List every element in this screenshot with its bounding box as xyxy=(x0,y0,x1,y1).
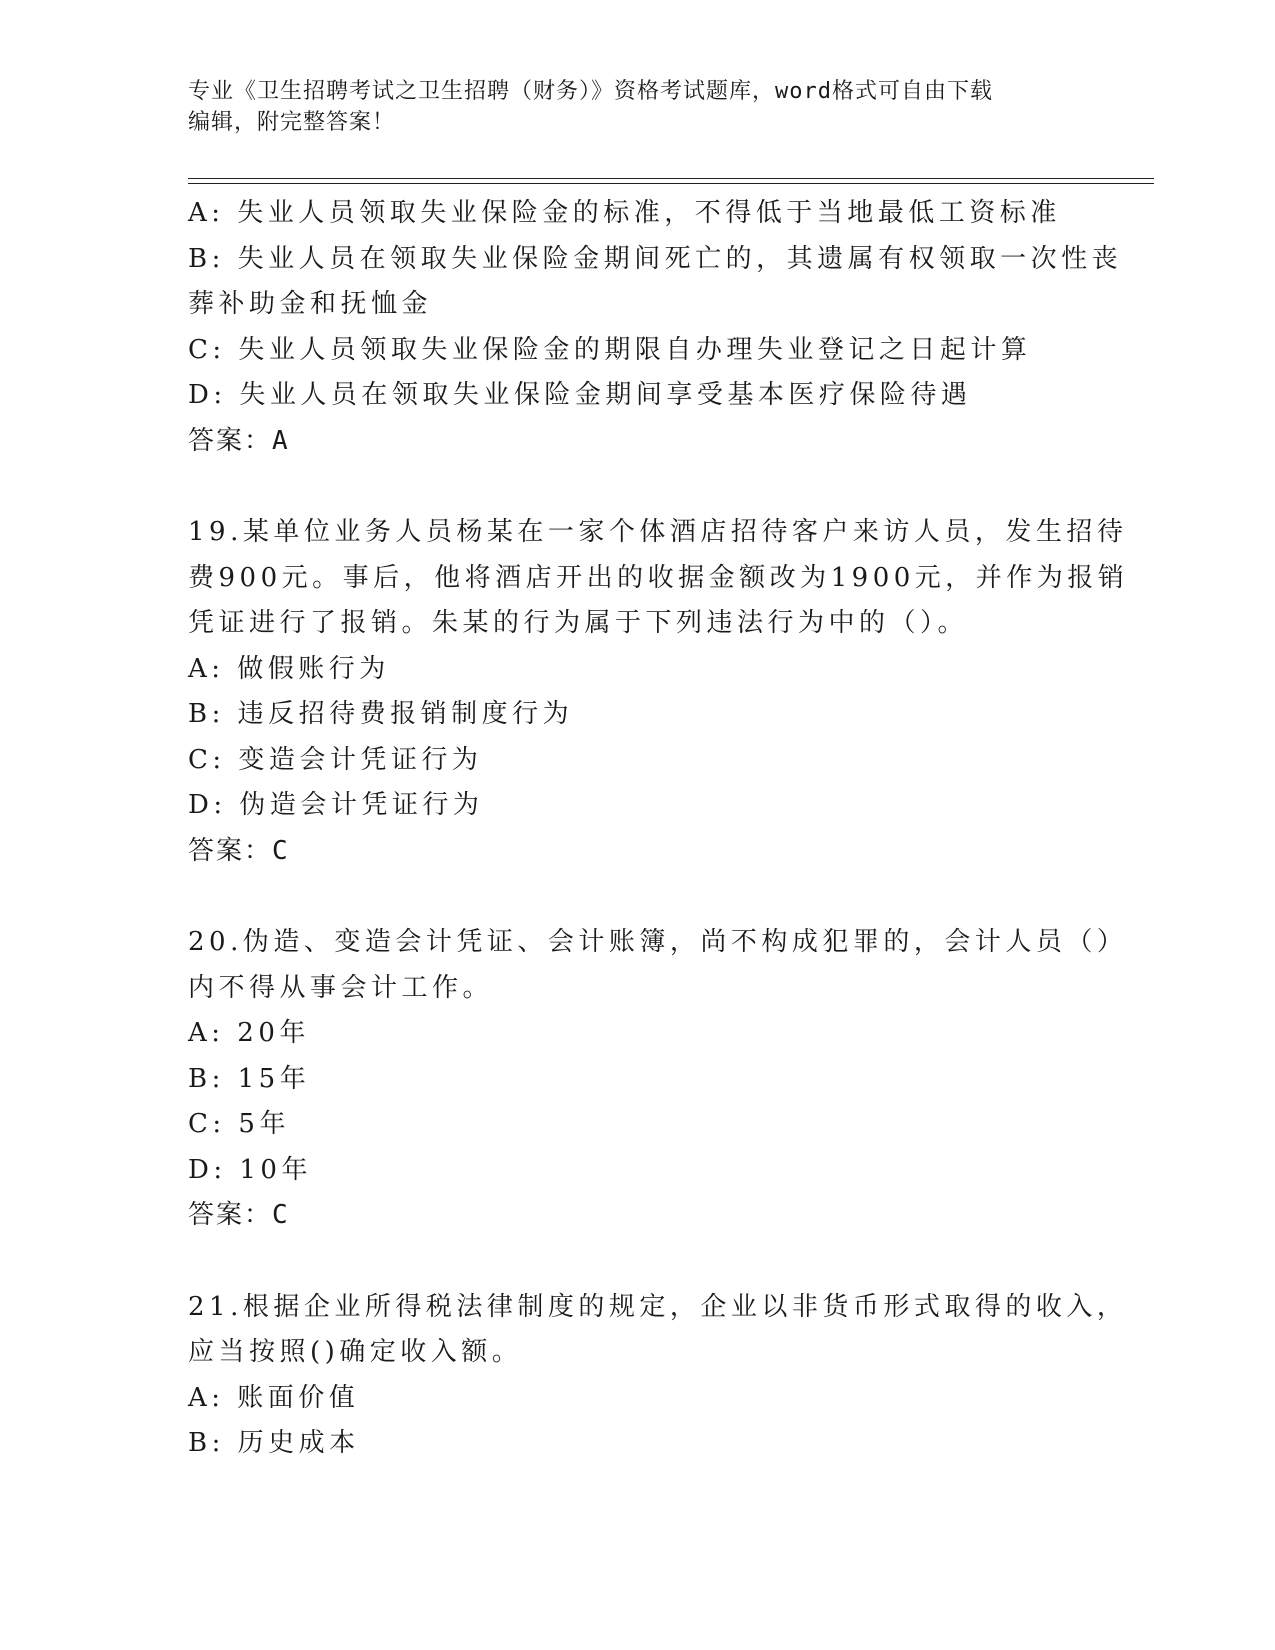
option-d: D: 伪造会计凭证行为 xyxy=(188,790,484,820)
question-stem-continued: 凭证进行了报销。朱某的行为属于下列违法行为中的（）。 xyxy=(188,608,969,638)
option-b: B: 失业人员在领取失业保险金期间死亡的，其遗属有权领取一次性丧 xyxy=(188,243,1123,274)
question-stem: 21.根据企业所得税法律制度的规定，企业以非货币形式取得的收入， xyxy=(188,1291,1128,1322)
question-19 xyxy=(188,510,1129,874)
option-c: C: 5年 xyxy=(188,1109,290,1139)
spacer xyxy=(188,1239,1088,1285)
option-b: B: 历史成本 xyxy=(188,1428,360,1458)
answer: 答案：C xyxy=(188,1200,290,1230)
header-line-1: 专业《卫生招聘考试之卫生招聘（财务）》资格考试题库，word格式可自由下载 xyxy=(188,79,993,104)
question-18 xyxy=(188,191,1123,464)
option-b: B: 15年 xyxy=(188,1063,311,1094)
option-a: A: 账面价值 xyxy=(188,1382,360,1413)
option-c: C: 变造会计凭证行为 xyxy=(188,744,483,775)
option-a: A: 失业人员领取失业保险金的标准，不得低于当地最低工资标准 xyxy=(188,198,1061,228)
question-stem-continued: 内不得从事会计工作。 xyxy=(188,972,494,1003)
question-stem-continued: 费900元。事后，他将酒店开出的收据金额改为1900元，并作为报销 xyxy=(188,562,1129,593)
option-b: B: 违反招待费报销制度行为 xyxy=(188,699,574,729)
header-divider-bottom xyxy=(188,183,1154,184)
question-20 xyxy=(188,920,1128,1239)
question-list xyxy=(188,191,1129,1467)
question-21 xyxy=(188,1285,1128,1467)
question-stem: 19.某单位业务人员杨某在一家个体酒店招待客户来访人员，发生招待 xyxy=(188,517,1128,547)
question-stem-continued: 应当按照()确定收入额。 xyxy=(188,1337,523,1367)
option-d: D: 10年 xyxy=(188,1154,312,1185)
answer: 答案：A xyxy=(188,425,290,456)
header-divider-top xyxy=(188,178,1154,179)
option-b-continued: 葬补助金和抚恤金 xyxy=(188,289,433,319)
option-d: D: 失业人员在领取失业保险金期间享受基本医疗保险待遇 xyxy=(188,380,972,410)
option-a: A: 做假账行为 xyxy=(188,653,390,684)
document-header xyxy=(188,76,1088,138)
question-stem: 20.伪造、变造会计凭证、会计账簿，尚不构成犯罪的，会计人员（） xyxy=(188,927,1128,957)
option-c: C: 失业人员领取失业保险金的期限自办理失业登记之日起计算 xyxy=(188,334,1032,365)
spacer xyxy=(188,874,1088,920)
header-line-2: 编辑，附完整答案！ xyxy=(188,110,396,135)
option-a: A: 20年 xyxy=(188,1018,310,1048)
answer: 答案：C xyxy=(188,835,290,866)
spacer xyxy=(188,464,1088,510)
